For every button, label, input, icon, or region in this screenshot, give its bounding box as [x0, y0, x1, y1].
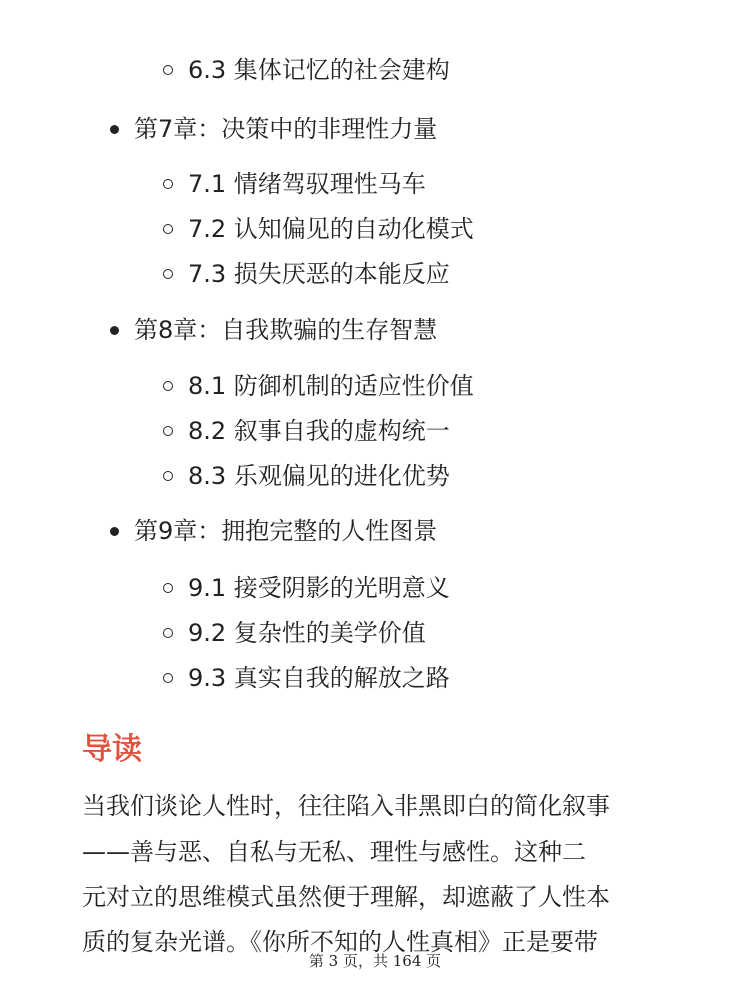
toc-chapter-label: 第7章：决策中的非理性力量 — [134, 115, 438, 143]
toc-subitem-label: 8.2 叙事自我的虚构统一 — [188, 417, 450, 445]
toc-sub-bullet — [163, 426, 173, 436]
toc-chapter-bullet — [110, 326, 119, 335]
toc-sub-bullet — [163, 673, 173, 683]
toc-subitem-label: 9.2 复杂性的美学价值 — [188, 619, 426, 647]
intro-paragraph-line: 质的复杂光谱。《你所不知的人性真相》正是要带 — [82, 928, 598, 956]
footer-suffix: 页 — [426, 952, 442, 970]
toc-subitem — [188, 213, 474, 245]
toc-subitem — [188, 370, 474, 402]
intro-heading: 导读 — [82, 732, 142, 767]
toc-subitem — [188, 460, 450, 492]
footer-prefix: 第 — [308, 952, 324, 970]
toc-subitem — [188, 258, 450, 290]
toc-subitem — [188, 617, 426, 649]
toc-subitem — [188, 415, 450, 447]
toc-subitem-label: 8.3 乐观偏见的进化优势 — [188, 462, 450, 490]
toc-subitem-label: 8.1 防御机制的适应性价值 — [188, 372, 474, 400]
toc-sub-bullet — [163, 471, 173, 481]
page-number-footer — [0, 950, 750, 971]
toc-chapter-label: 第8章：自我欺骗的生存智慧 — [134, 316, 438, 344]
toc-sub-bullet — [163, 65, 173, 75]
toc-sub-bullet — [163, 628, 173, 638]
intro-paragraph-line: ——善与恶、自私与无私、理性与感性。这种二 — [82, 838, 586, 866]
toc-sub-bullet — [163, 381, 173, 391]
toc-chapter-label: 第9章：拥抱完整的人性图景 — [134, 517, 438, 545]
intro-paragraph-line: 当我们谈论人性时，往往陷入非黑即白的简化叙事 — [82, 792, 610, 820]
toc-subitem — [188, 572, 450, 604]
toc-chapter — [134, 113, 437, 145]
toc-subitem-label: 7.2 认知偏见的自动化模式 — [188, 215, 474, 243]
toc-chapter-bullet — [110, 527, 119, 536]
toc-chapter-bullet — [110, 125, 119, 134]
toc-subitem-label: 7.3 损失厌恶的本能反应 — [188, 260, 450, 288]
intro-paragraph-line: 元对立的思维模式虽然便于理解，却遮蔽了人性本 — [82, 883, 610, 911]
toc-sub-bullet — [163, 583, 173, 593]
toc-subitem-label: 9.1 接受阴影的光明意义 — [188, 574, 450, 602]
toc-subitem-label: 7.1 情绪驾驭理性马车 — [188, 170, 426, 198]
current-page-number: 3 — [328, 952, 339, 970]
footer-middle: 页，共 — [342, 952, 388, 970]
toc-subitem — [188, 54, 450, 86]
toc-chapter — [134, 314, 437, 346]
total-page-count: 164 — [392, 952, 422, 970]
toc-subitem-label: 6.3 集体记忆的社会建构 — [188, 56, 450, 84]
toc-sub-bullet — [163, 269, 173, 279]
toc-subitem-label: 9.3 真实自我的解放之路 — [188, 664, 450, 692]
toc-subitem — [188, 168, 426, 200]
toc-sub-bullet — [163, 179, 173, 189]
toc-sub-bullet — [163, 224, 173, 234]
toc-subitem — [188, 662, 450, 694]
toc-chapter — [134, 515, 437, 547]
